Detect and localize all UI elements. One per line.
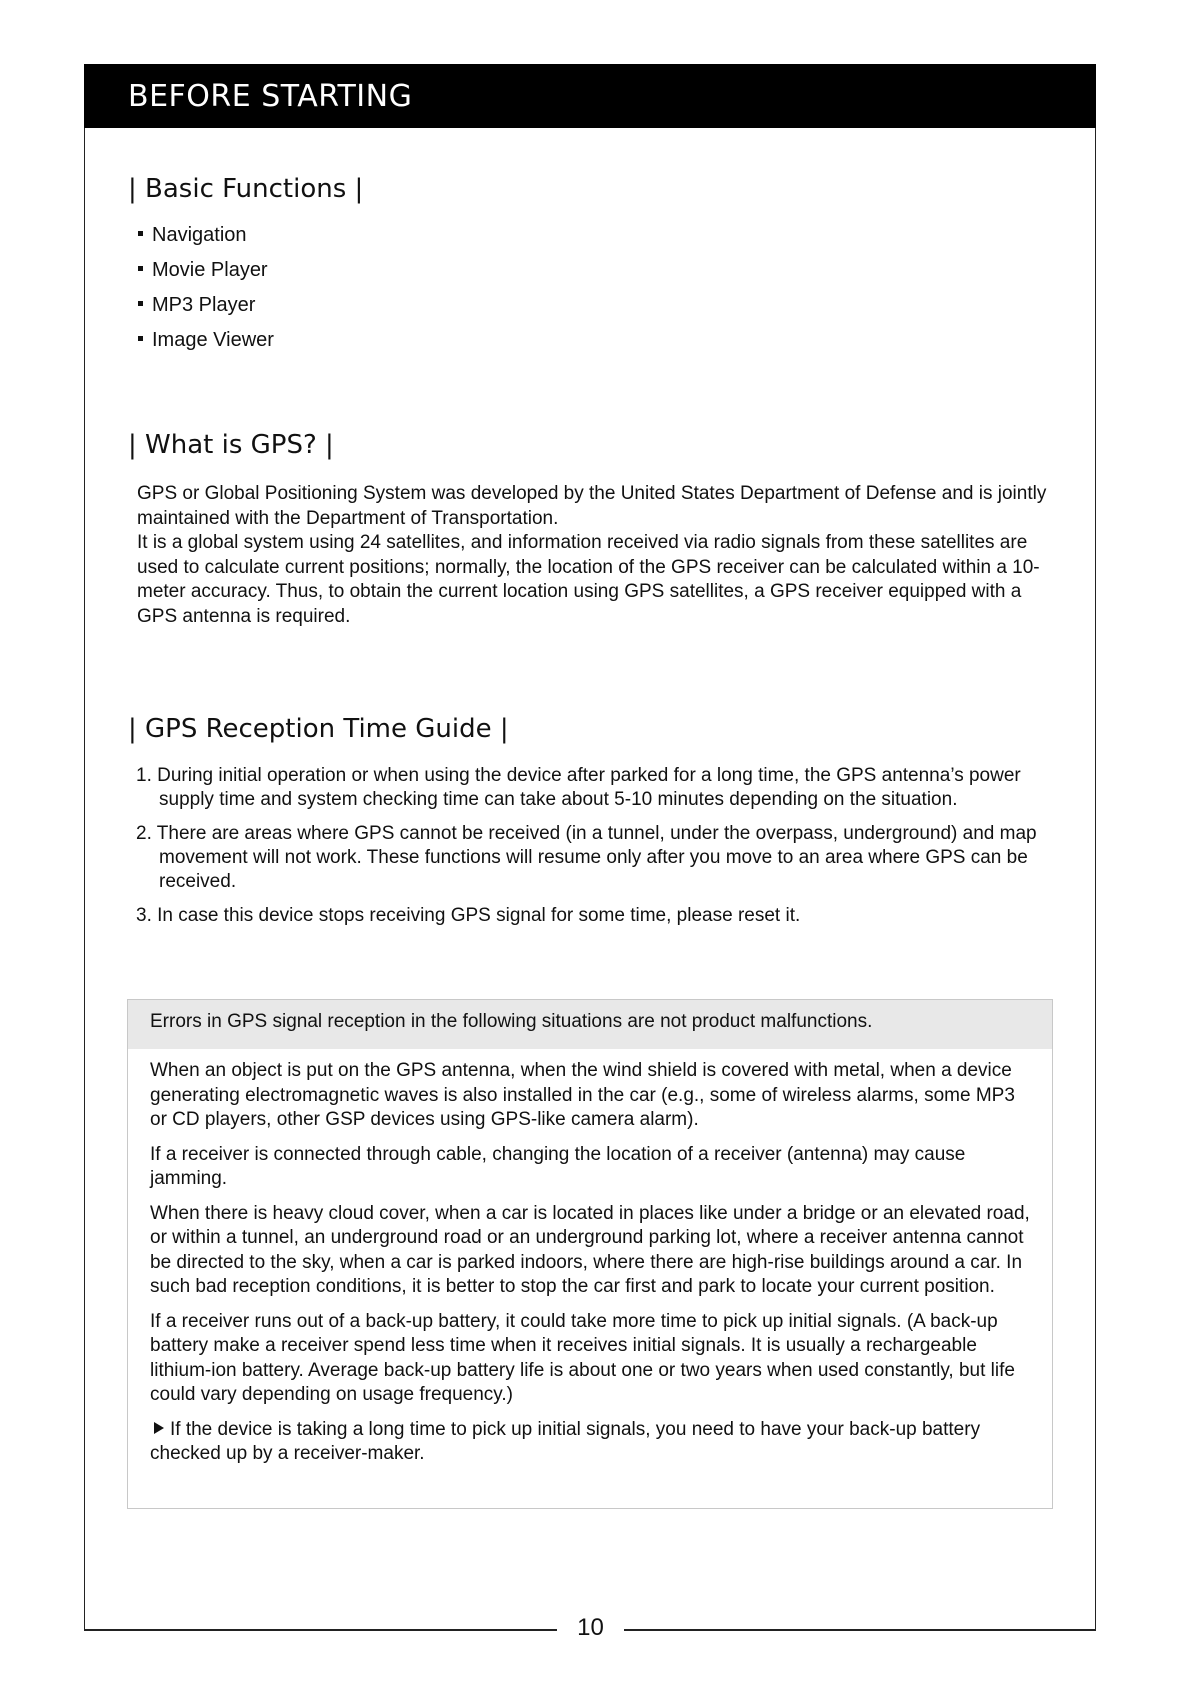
footer-rule-left xyxy=(84,1629,557,1631)
what-is-gps-title: | What is GPS? | xyxy=(128,430,334,460)
basic-functions-list xyxy=(138,222,274,362)
bullet-square-icon xyxy=(138,266,143,271)
list-item: 3. In case this device stops receiving GPS signal for some time, please reset it. xyxy=(136,905,801,926)
reception-guide-title: | GPS Reception Time Guide | xyxy=(128,714,509,744)
basic-functions-title: | Basic Functions | xyxy=(128,174,364,204)
what-is-gps-paragraph-2: It is a global system using 24 satellites, and information received via radio signals from these satellites are used to calculate current positions; normally, the location of the GPS receiver can be calculated within a 10-meter accuracy. Thus, to obtain the current location using GPS satellites, a GPS receiver equipped with a GPS antenna is required. xyxy=(137,532,1040,627)
list-item: 2. There are areas where GPS cannot be received (in a tunnel, under the overpass, underground) and map movement will not work. These functions will resume only after you move to an area where GPS can be received. xyxy=(136,823,1037,892)
note-box xyxy=(127,999,1053,1509)
note-body xyxy=(128,1049,1052,1467)
page-number: 10 xyxy=(577,1614,604,1641)
list-item: Movie Player xyxy=(138,257,274,292)
bullet-square-icon xyxy=(138,301,143,306)
bullet-square-icon xyxy=(138,336,143,341)
note-paragraph: If a receiver runs out of a back-up battery, it could take more time to pick up initial signals. (A back-up battery make a receiver spend less time when it receives initial signals. It is usually a rechargeable lithium-ion battery. Average back-up battery life is about one or two years when used constantly, but life could vary depending on usage frequency.) xyxy=(150,1310,1015,1405)
bullet-square-icon xyxy=(138,231,143,236)
list-item: Image Viewer xyxy=(138,327,274,362)
header-bar xyxy=(84,64,1096,128)
footer-rule-right xyxy=(624,1629,1096,1631)
list-item: MP3 Player xyxy=(138,292,274,327)
header-title: BEFORE STARTING xyxy=(128,79,413,114)
what-is-gps-paragraph-1: GPS or Global Positioning System was developed by the United States Department of Defense and is jointly maintained with the Department of Transportation. xyxy=(137,483,1047,529)
note-header: Errors in GPS signal reception in the following situations are not product malfunctions. xyxy=(128,1000,1052,1049)
reception-guide-list xyxy=(136,764,1066,938)
note-paragraph: When there is heavy cloud cover, when a car is located in places like under a bridge or an elevated road, or within a tunnel, an underground road or an underground parking lot, where a receiver antenna cannot be directed to the sky, when a car is parked indoors, where there are high-rise buildings around a car. In such bad reception conditions, it is better to stop the car first and park to locate your current position. xyxy=(150,1202,1030,1297)
list-item: 1. During initial operation or when using the device after parked for a long time, the GPS antenna’s power supply time and system checking time can take about 5-10 minutes depending on the situation. xyxy=(136,765,1021,810)
note-paragraph: When an object is put on the GPS antenna, when the wind shield is covered with metal, when a device generating electromagnetic waves is also installed in the car (e.g., some of wireless alarms, some MP3 or CD players, other GSP devices using GPS-like camera alarm). xyxy=(150,1060,1015,1130)
note-tip: If the device is taking a long time to pick up initial signals, you need to have your back-up battery checked up by a receiver-maker. xyxy=(150,1418,981,1464)
arrow-right-icon xyxy=(154,1422,164,1434)
note-paragraph: If a receiver is connected through cable, changing the location of a receiver (antenna) may cause jamming. xyxy=(150,1143,966,1189)
list-item: Navigation xyxy=(138,222,274,257)
